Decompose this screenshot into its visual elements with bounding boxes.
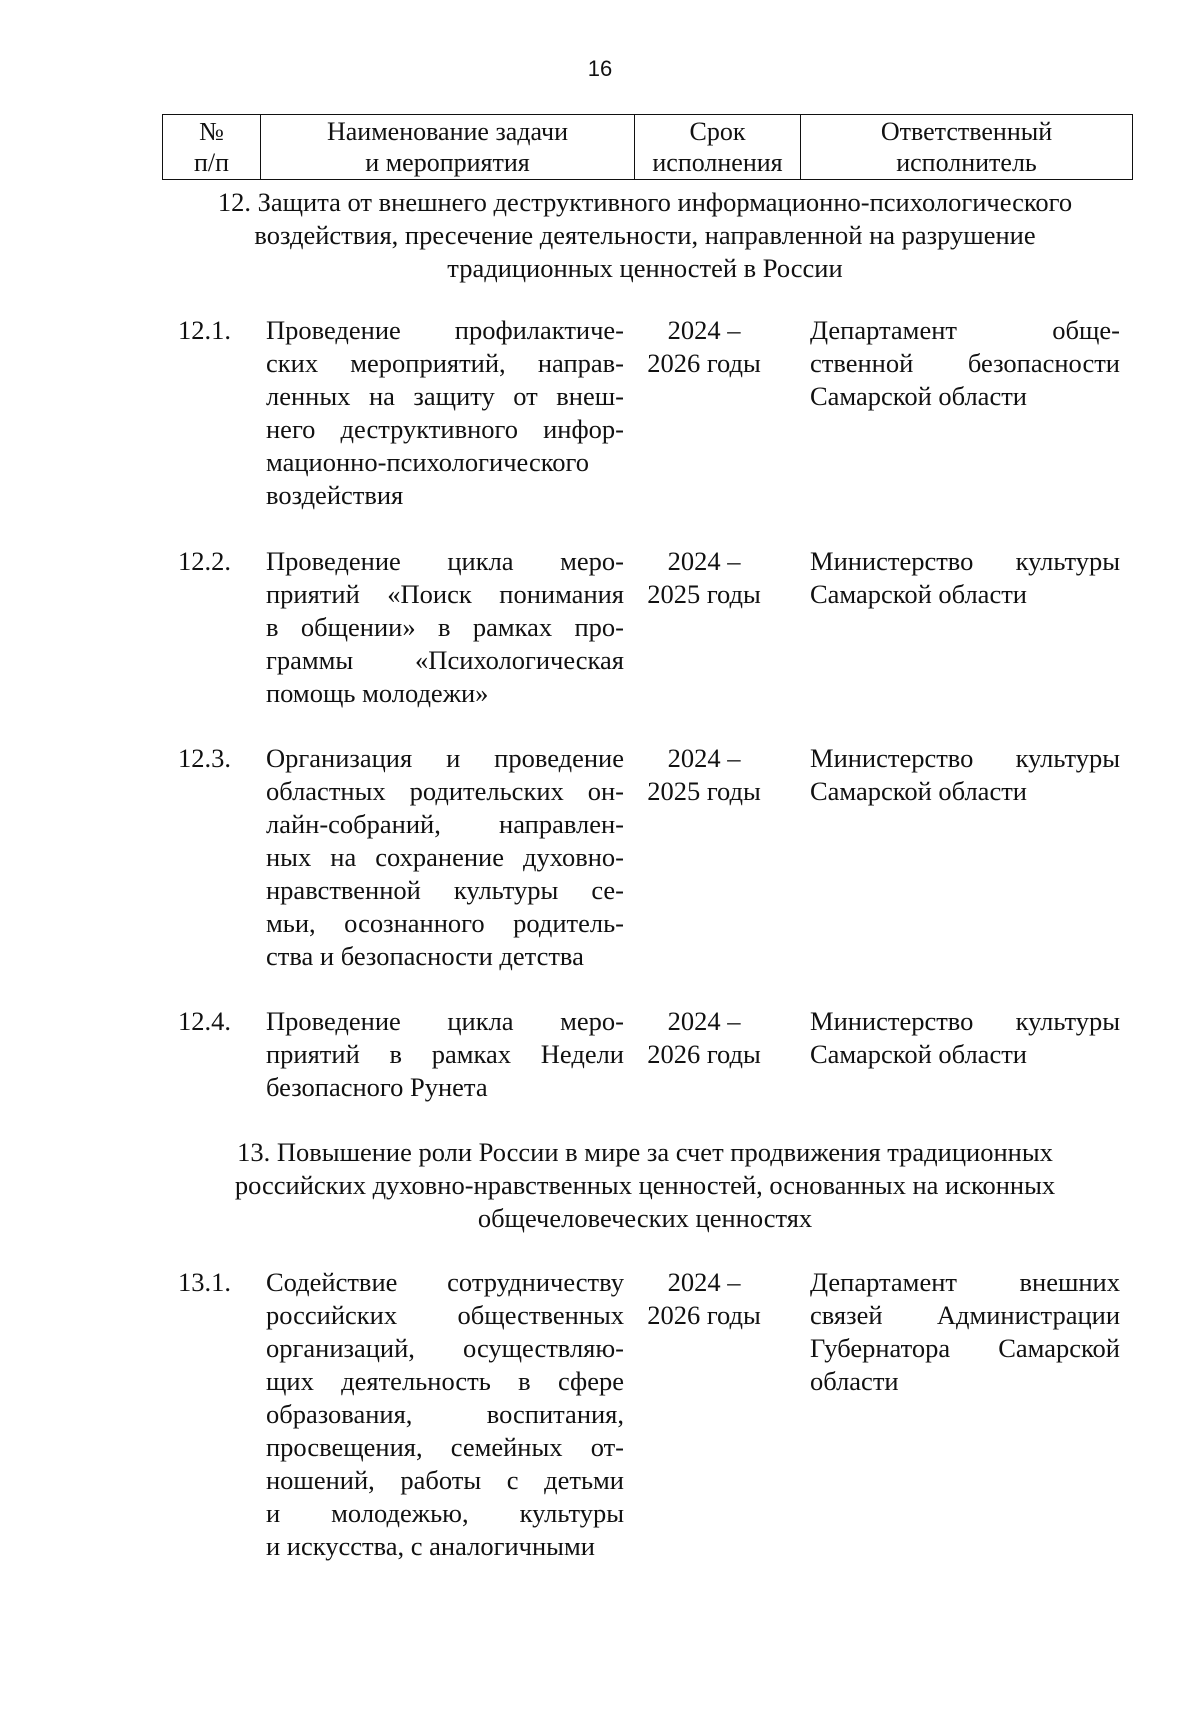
row-term: 2024 – 2026 годы: [647, 1006, 761, 1069]
table-header: [162, 114, 1133, 180]
header-term: Срок исполнения: [635, 115, 801, 180]
row-term: 2024 – 2026 годы: [647, 1267, 761, 1330]
header-responsible: Ответственный исполнитель: [801, 115, 1133, 180]
header-number: № п/п: [163, 115, 261, 180]
row-task: Организация и проведение областных родительских он- лайн-собраний, направлен- ных на сохранение духовно- нравственной культуры се- мьи, осознанного родитель- ства и безопасности детства: [266, 743, 624, 971]
row-task: Проведение цикла меро- приятий «Поиск понимания в общении» в рамках про- граммы «Психологическая помощь молодежи»: [266, 546, 624, 708]
row-responsible: Департамент внешних связей Администрации Губернатора Самарской области: [810, 1267, 1120, 1396]
section-title-13: 13. Повышение роли России в мире за счет продвижения традиционных российских духовно-нравственных ценностей, основанных на исконных общечеловеческих ценностях: [234, 1137, 1056, 1233]
row-number: 12.3.: [178, 743, 231, 773]
row-responsible: Министерство культуры Самарской области: [810, 743, 1120, 806]
row-responsible: Департамент обще- ственной безопасности Самарской области: [810, 315, 1120, 411]
row-term: 2024 – 2026 годы: [647, 315, 761, 378]
row-term: 2024 – 2025 годы: [647, 546, 761, 609]
row-number: 12.4.: [178, 1006, 231, 1036]
row-number: 12.1.: [178, 315, 231, 345]
row-number: 13.1.: [178, 1267, 231, 1297]
row-task: Содействие сотрудничеству российских общественных организаций, осуществляю- щих деятельность в сфере образования, воспитания, просвещения, семейных от- ношений, работы с детьми и молодежью, культуры и искусства, с аналогичными: [266, 1267, 624, 1561]
row-responsible: Министерство культуры Самарской области: [810, 546, 1120, 609]
row-task: Проведение цикла меро- приятий в рамках Недели безопасного Рунета: [266, 1006, 624, 1102]
row-term: 2024 – 2025 годы: [647, 743, 761, 806]
header-task-name: Наименование задачи и мероприятия: [261, 115, 635, 180]
page-number: 16: [587, 56, 613, 81]
row-number: 12.2.: [178, 546, 231, 576]
section-title-12: 12. Защита от внешнего деструктивного информационно-психологического воздействия, пресечение деятельности, направленной на разрушение традиционных ценностей в России: [217, 187, 1073, 283]
row-responsible: Министерство культуры Самарской области: [810, 1006, 1120, 1069]
row-task: Проведение профилактиче- ских мероприятий, направ- ленных на защиту от внеш- него деструктивного инфор- мационно-психологического воздействия: [266, 315, 624, 510]
